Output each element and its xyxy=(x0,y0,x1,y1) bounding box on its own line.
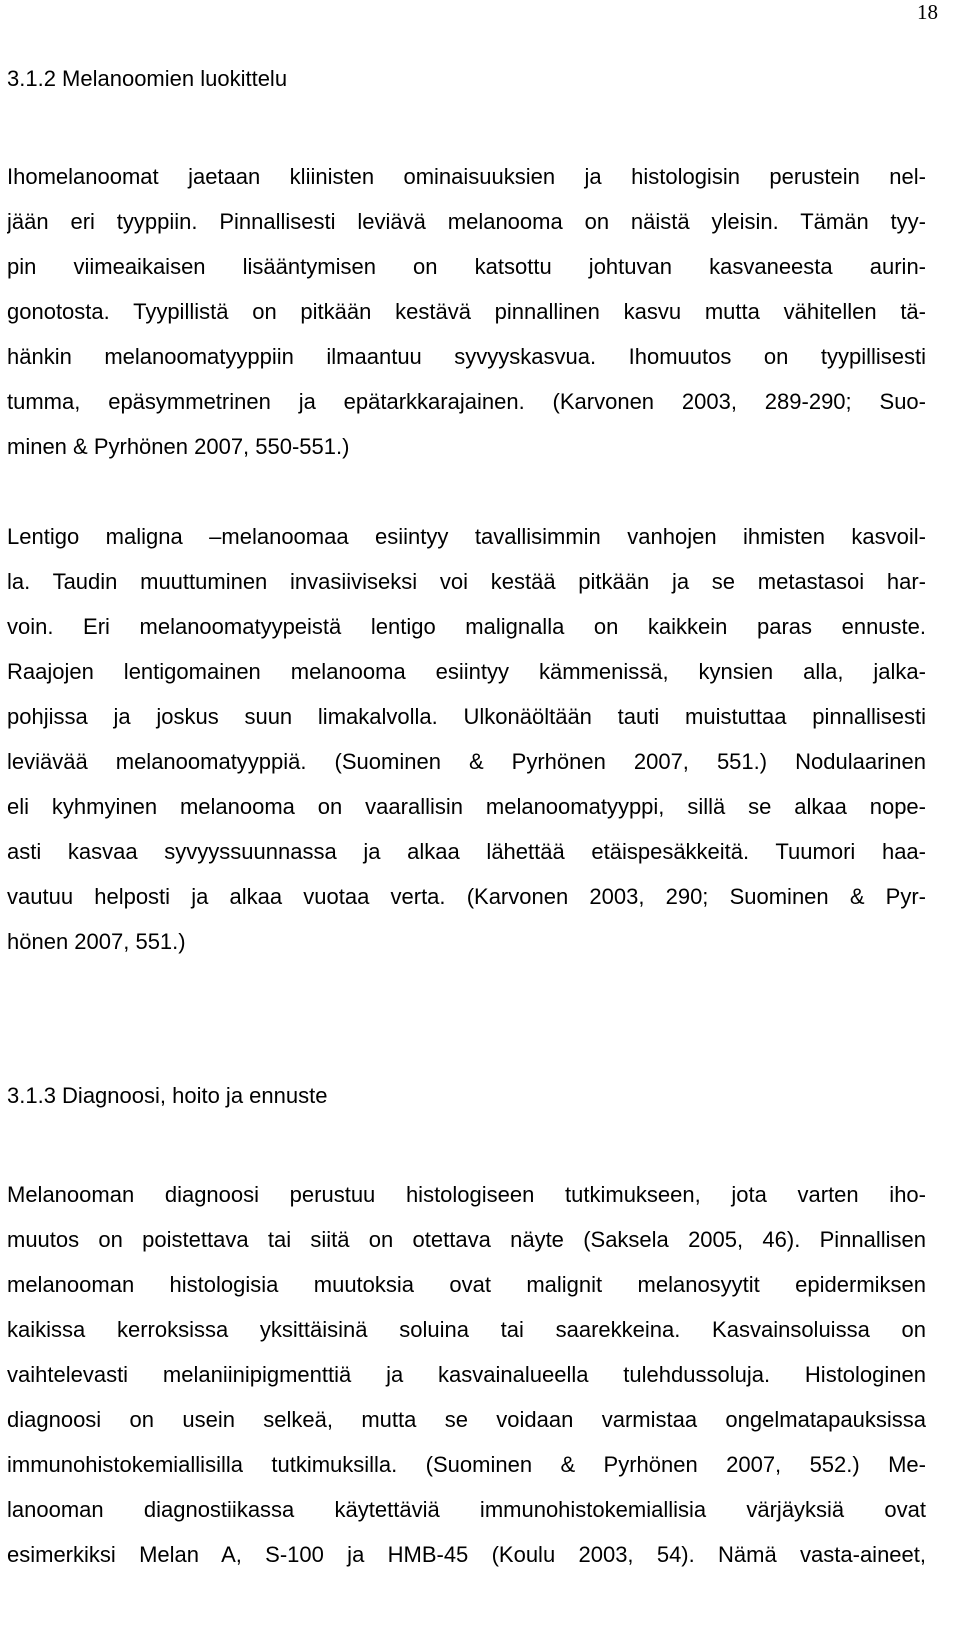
text-line: Lentigo maligna –melanoomaa esiintyy tavallisimmin vanhojen ihmisten kasvoil- xyxy=(7,524,926,549)
text-line: Raajojen lentigomainen melanooma esiintyy kämmenissä, kynsien alla, jalka- xyxy=(7,659,926,684)
text-line: voin. Eri melanoomatyypeistä lentigo malignalla on kaikkein paras ennuste. xyxy=(7,614,926,639)
text-line: immunohistokemiallisilla tutkimuksilla. (Suominen & Pyrhönen 2007, 552.) Me- xyxy=(7,1452,926,1477)
text-line: Ihomelanoomat jaetaan kliinisten ominaisuuksien ja histologisin perustein nel- xyxy=(7,164,926,189)
text-line: lanooman diagnostiikassa käytettäviä immunohistokemiallisia värjäyksiä ovat xyxy=(7,1497,926,1522)
text-line: pohjissa ja joskus suun limakalvolla. Ulkonäöltään tauti muistuttaa pinnallisesti xyxy=(7,704,926,729)
text-line: pin viimeaikaisen lisääntymisen on katsottu johtuvan kasvaneesta aurin- xyxy=(7,254,926,279)
text-line: leviävää melanoomatyyppiä. (Suominen & Pyrhönen 2007, 551.) Nodulaarinen xyxy=(7,749,926,774)
text-line: minen & Pyrhönen 2007, 550-551.) xyxy=(7,434,350,459)
section-heading-classification: 3.1.2 Melanoomien luokittelu xyxy=(7,66,288,91)
paragraph-lentigo-maligna xyxy=(7,514,926,964)
text-line: hänkin melanoomatyyppiin ilmaantuu syvyyskasvua. Ihomuutos on tyypillisesti xyxy=(7,344,926,369)
text-line: la. Taudin muuttuminen invasiiviseksi voi kestää pitkään ja se metastasoi har- xyxy=(7,569,926,594)
text-line: tumma, epäsymmetrinen ja epätarkkarajainen. (Karvonen 2003, 289-290; Suo- xyxy=(7,389,926,414)
paragraph-diagnosis xyxy=(7,1172,926,1577)
text-line: vautuu helposti ja alkaa vuotaa verta. (Karvonen 2003, 290; Suominen & Pyr- xyxy=(7,884,926,909)
text-line: esimerkiksi Melan A, S-100 ja HMB-45 (Koulu 2003, 54). Nämä vasta-aineet, xyxy=(7,1542,926,1567)
page-number: 18 xyxy=(917,0,938,24)
text-line: vaihtelevasti melaniinipigmenttiä ja kasvainalueella tulehdussoluja. Histologinen xyxy=(7,1362,926,1387)
text-line: melanooman histologisia muutoksia ovat malignit melanosyytit epidermiksen xyxy=(7,1272,926,1297)
text-line: eli kyhmyinen melanooma on vaarallisin melanoomatyyppi, sillä se alkaa nope- xyxy=(7,794,926,819)
text-line: Melanooman diagnoosi perustuu histologiseen tutkimukseen, jota varten iho- xyxy=(7,1182,926,1207)
text-line: diagnoosi on usein selkeä, mutta se voidaan varmistaa ongelmatapauksissa xyxy=(7,1407,926,1432)
text-line: asti kasvaa syvyyssuunnassa ja alkaa lähettää etäispesäkkeitä. Tuumori haa- xyxy=(7,839,926,864)
text-line: jään eri tyyppiin. Pinnallisesti leviävä melanooma on näistä yleisin. Tämän tyy- xyxy=(7,209,926,234)
text-line: gonotosta. Tyypillistä on pitkään kestävä pinnallinen kasvu mutta vähitellen tä- xyxy=(7,299,926,324)
text-line: muutos on poistettava tai siitä on otettava näyte (Saksela 2005, 46). Pinnallisen xyxy=(7,1227,926,1252)
text-line: kaikissa kerroksissa yksittäisinä soluina tai saarekkeina. Kasvainsoluissa on xyxy=(7,1317,926,1342)
section-heading-diagnosis: 3.1.3 Diagnoosi, hoito ja ennuste xyxy=(7,1083,328,1108)
text-line: hönen 2007, 551.) xyxy=(7,929,186,954)
paragraph-melanoma-types xyxy=(7,154,926,469)
